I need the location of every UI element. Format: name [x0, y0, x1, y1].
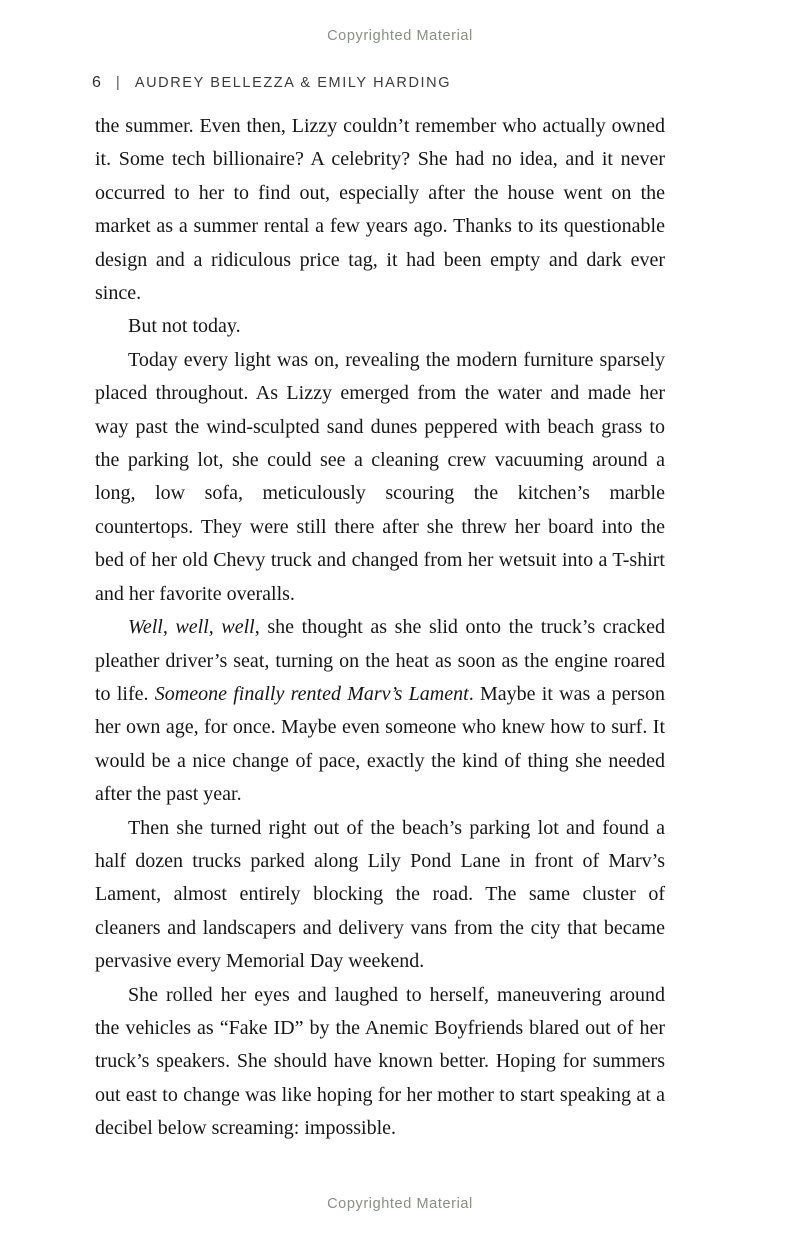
paragraph [95, 344, 665, 611]
paragraph [95, 310, 665, 343]
text-run: . Maybe it was a person her own age, for once. Maybe even someone who knew how to surf. It would be a nice change of pace, exactly the kind of thing she needed after the past year. [95, 682, 665, 806]
page-header [92, 74, 451, 92]
text-run: , she thought as she slid onto the truck’s cracked pleather driver’s seat, turning on the heat as soon as the engine roared to life. [95, 616, 665, 705]
text-run: But not today. [128, 315, 241, 338]
copyright-notice-bottom: Copyrighted Material [327, 1196, 473, 1212]
text-run: She rolled her eyes and laughed to herself, maneuvering around the vehicles as “Fake ID” by the Anemic Boyfriends blared out of her truck’s speakers. She should have known better. Hoping for summers out east to change was like hoping for her mother to start speaking at a decibel below screaming: impossible. [95, 983, 665, 1140]
copyright-notice-top: Copyrighted Material [327, 28, 473, 44]
paragraph [95, 110, 665, 310]
page-number: 6 [92, 74, 101, 91]
text-run: Today every light was on, revealing the modern furniture sparsely placed throughout. As Lizzy emerged from the water and made her way past the wind-sculpted sand dunes peppered with beach grass to the parking lot, she could see a cleaning crew vacuuming around a long, low sofa, meticulously scouring the kitchen’s marble countertops. They were still there after she threw her board into the bed of her old Chevy truck and changed from her wetsuit into a T-shirt and her favorite overalls. [95, 348, 665, 605]
header-separator: | [115, 74, 120, 91]
text-run: Then she turned right out of the beach’s parking lot and found a half dozen trucks parked along Lily Pond Lane in front of Marv’s Lament, almost entirely blocking the road. The same cluster of cleaners and landscapers and delivery vans from the city that became pervasive every Memorial Day weekend. [95, 816, 665, 973]
italic-text-run: Someone finally rented Marv’s Lament [154, 682, 469, 705]
paragraph [95, 979, 665, 1146]
italic-text-run: Well, well, well [128, 616, 255, 639]
running-head-authors: AUDREY BELLEZZA & EMILY HARDING [134, 75, 452, 91]
text-run: the summer. Even then, Lizzy couldn’t remember who actually owned it. Some tech billionaire? A celebrity? She had no idea, and it never occurred to her to find out, especially after the house went on the market as a summer rental a few years ago. Thanks to its questionable design and a ridiculous price tag, it had been empty and dark ever since. [95, 115, 665, 305]
body-text [95, 110, 665, 1146]
paragraph [95, 611, 665, 811]
paragraph [95, 812, 665, 979]
